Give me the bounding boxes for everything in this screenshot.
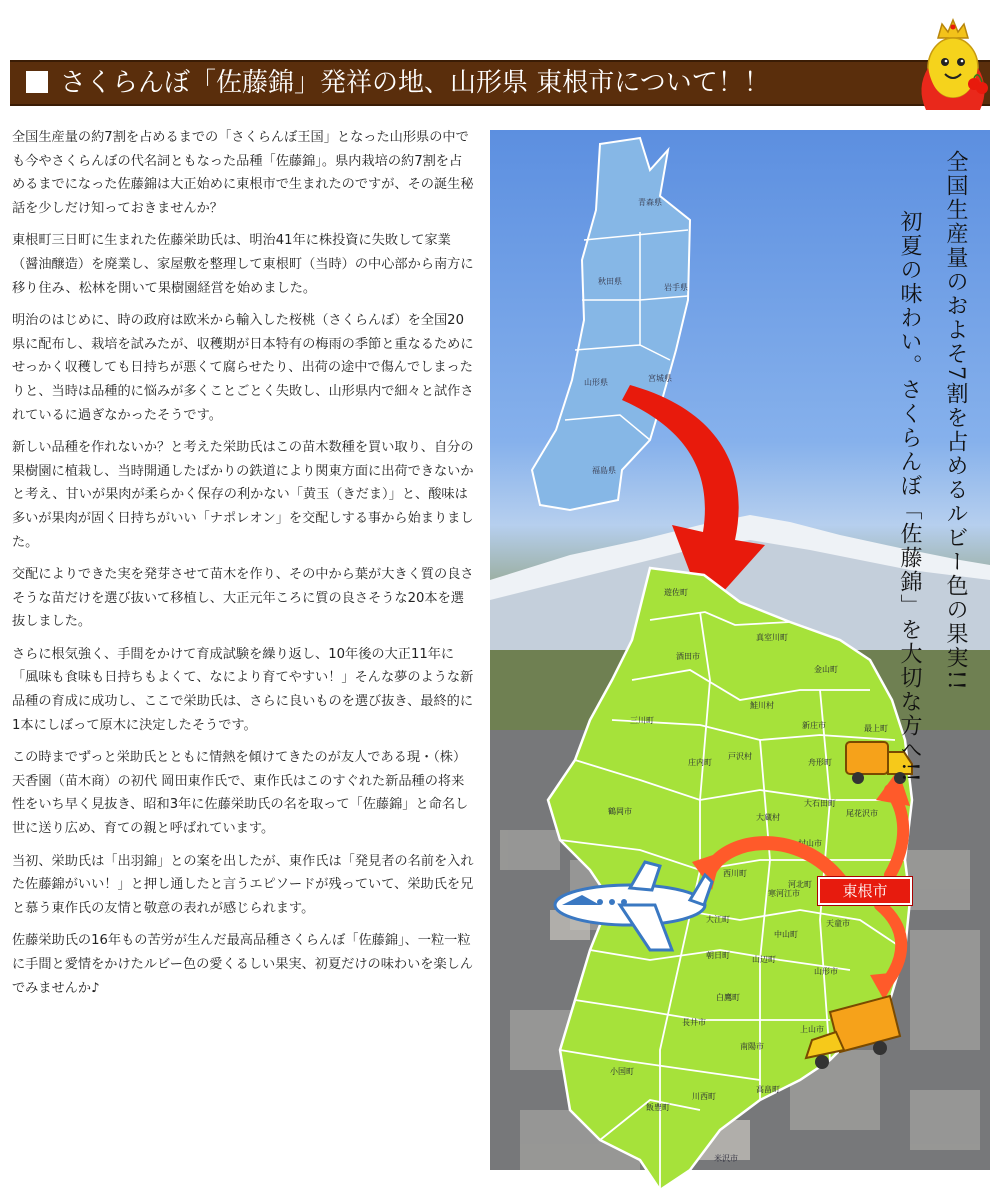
city-label-kaneyama: 金山町 <box>814 665 838 674</box>
tohoku-label-yamagata: 山形県 <box>584 378 608 387</box>
city-label-obanazawa: 尾花沢市 <box>846 809 878 818</box>
paragraph: 明治のはじめに、時の政府は欧米から輸入した桜桃（さくらんぼ）を全国20県に配布し、栽培を試みたが、収穫期が日本特有の梅雨の季節と重なるためにせっかく収穫しても日持ちが悪くて腐らせたり、出荷の途中で傷んでしまったりと、当時は品種的に悩みが多くことごとく失敗し、山形県内で細々と試作されているに過ぎなかったそうです。 <box>12 313 474 423</box>
vertical-catchcopy-2: 初夏の味わい。さくらんぼ「佐藤錦」を大切な方へ!! <box>897 210 922 784</box>
city-label-oguni: 小国町 <box>610 1067 634 1076</box>
city-label-shirataka: 白鷹町 <box>716 993 740 1002</box>
paragraph: 佐藤栄助氏の16年もの苦労が生んだ最高品種さくらんぼ「佐藤錦」、一粒一粒に手間と愛情をかけたルビー色の愛くるしい果実、初夏だけの味わいを楽しんでみませんか♪ <box>12 933 474 996</box>
tohoku-label-miyagi: 宮城県 <box>648 374 672 383</box>
city-label-kahoku: 河北町 <box>788 880 812 889</box>
tohoku-label-aomori: 青森県 <box>638 198 662 207</box>
higashine-city-badge: 東根市 <box>818 877 912 905</box>
city-label-sakata: 酒田市 <box>676 652 700 661</box>
city-label-yuza: 遊佐町 <box>664 588 688 597</box>
vertical-catchcopy-1: 全国生産量のおよそ7割を占めるルビー色の果実!! <box>943 150 968 692</box>
city-label-oe: 大江町 <box>706 915 730 924</box>
city-label-mikawa: 三川町 <box>630 716 654 725</box>
city-label-funagata: 舟形町 <box>808 758 832 767</box>
city-label-kaminoyama: 上山市 <box>800 1025 824 1034</box>
paragraph: この時までずっと栄助氏とともに情熱を傾けてきたのが友人である現・（株）天香園（苗木商）の初代 岡田東作氏で、東作氏はこのすぐれた新品種の将来性をいち早く見抜き、昭和3年に佐藤栄助氏の名を取って「佐藤錦」と命名し世に送り広め、育ての親と呼ばれています。 <box>12 750 469 837</box>
paragraph: 新しい品種を作れないか？と考えた栄助氏はこの苗木数種を買い取り、自分の果樹園に植栽し、当時開通したばかりの鉄道により関東方面に出荷できないかと考え、甘いが果肉が柔らかく保存の利かない「黄玉（きだま）」と、酸味は多いが果肉が固く日持ちがいい「ナポレオン」を交配しする事から始まりました。 <box>12 440 474 550</box>
tohoku-map <box>532 138 690 510</box>
city-label-yamagata: 山形市 <box>814 967 838 976</box>
city-label-oishida: 大石田町 <box>804 799 836 808</box>
paragraph: 東根町三日町に生まれた佐藤栄助氏は、明治41年に株投資に失敗して家業（醤油醸造）を廃業し、家屋敷を整理して東根町（当時）の中心部から南方に移り住み、松林を開いて果樹園経営を始めました。 <box>12 233 474 296</box>
city-label-shinjo: 新庄市 <box>802 721 826 730</box>
city-label-tsuruoka: 鶴岡市 <box>608 807 632 816</box>
paragraph: 交配によりできた実を発芽させて苗木を作り、その中から葉が大きく質の良さそうな苗だけを選び抜いて移植し、大正元年ころに質の良さそうな20本を選抜しました。 <box>12 567 474 630</box>
city-label-nakayama: 中山町 <box>774 930 798 939</box>
paragraph: 当初、栄助氏は「出羽錦」との案を出したが、東作氏は「発見者の名前を入れた佐藤錦がいい！」と押し通したと言うエピソードが残っていて、栄助氏を兄と慕う東作氏の友情と敬意の表れが感じられます。 <box>12 853 474 916</box>
city-label-yonezawa: 米沢市 <box>714 1154 738 1163</box>
tohoku-label-akita: 秋田県 <box>598 277 622 286</box>
page-title-text: さくらんぼ「佐藤錦」発祥の地、山形県 東根市について！！ <box>60 68 770 98</box>
city-label-asahi: 朝日町 <box>706 951 730 960</box>
city-label-mamurogawa: 真室川町 <box>756 633 788 642</box>
city-label-nishikawa: 西川町 <box>723 869 747 878</box>
city-label-sakegawa: 鮭川村 <box>750 701 774 710</box>
paragraph: 全国生産量の約7割を占めるまでの「さくらんぼ王国」となった山形県の中でも今やさくらんぼの代名詞ともなった品種「佐藤錦」。県内栽培の約7割を占めるまでになった佐藤錦は大正始めに東根市で生まれたのですが、その誕生秘話を少しだけ知っておきませんか？ <box>12 130 474 216</box>
city-label-shonai: 庄内町 <box>688 758 712 767</box>
city-label-nanyo: 南陽市 <box>740 1042 764 1051</box>
tohoku-label-iwate: 岩手県 <box>664 283 688 292</box>
paragraph: さらに根気強く、手間をかけて育成試験を繰り返し、10年後の大正11年に「風味も食味も日持ちもよくて、なにより育てやすい！」そんな夢のような新品種の育成に成功し、ここで栄助氏は、さらに良いものを選び抜き、最終的に1本にしぼって原木に決定したそうです。 <box>12 646 474 733</box>
city-label-tozawa: 戸沢村 <box>728 752 752 761</box>
city-label-sagae: 寒河江市 <box>768 889 800 898</box>
city-label-kawanishi: 川西町 <box>692 1092 716 1101</box>
tohoku-label-fukushima: 福島県 <box>592 466 616 475</box>
city-label-takahata: 高畠町 <box>756 1085 780 1094</box>
city-label-murayama: 村山市 <box>798 839 822 848</box>
city-label-mogami: 最上町 <box>864 724 888 733</box>
city-label-tendo: 天童市 <box>826 919 850 928</box>
city-label-iide: 飯豊町 <box>646 1103 670 1112</box>
city-label-okura: 大蔵村 <box>756 813 780 822</box>
city-label-nagai: 長井市 <box>682 1018 706 1027</box>
city-label-yamanobe: 山辺町 <box>752 955 776 964</box>
